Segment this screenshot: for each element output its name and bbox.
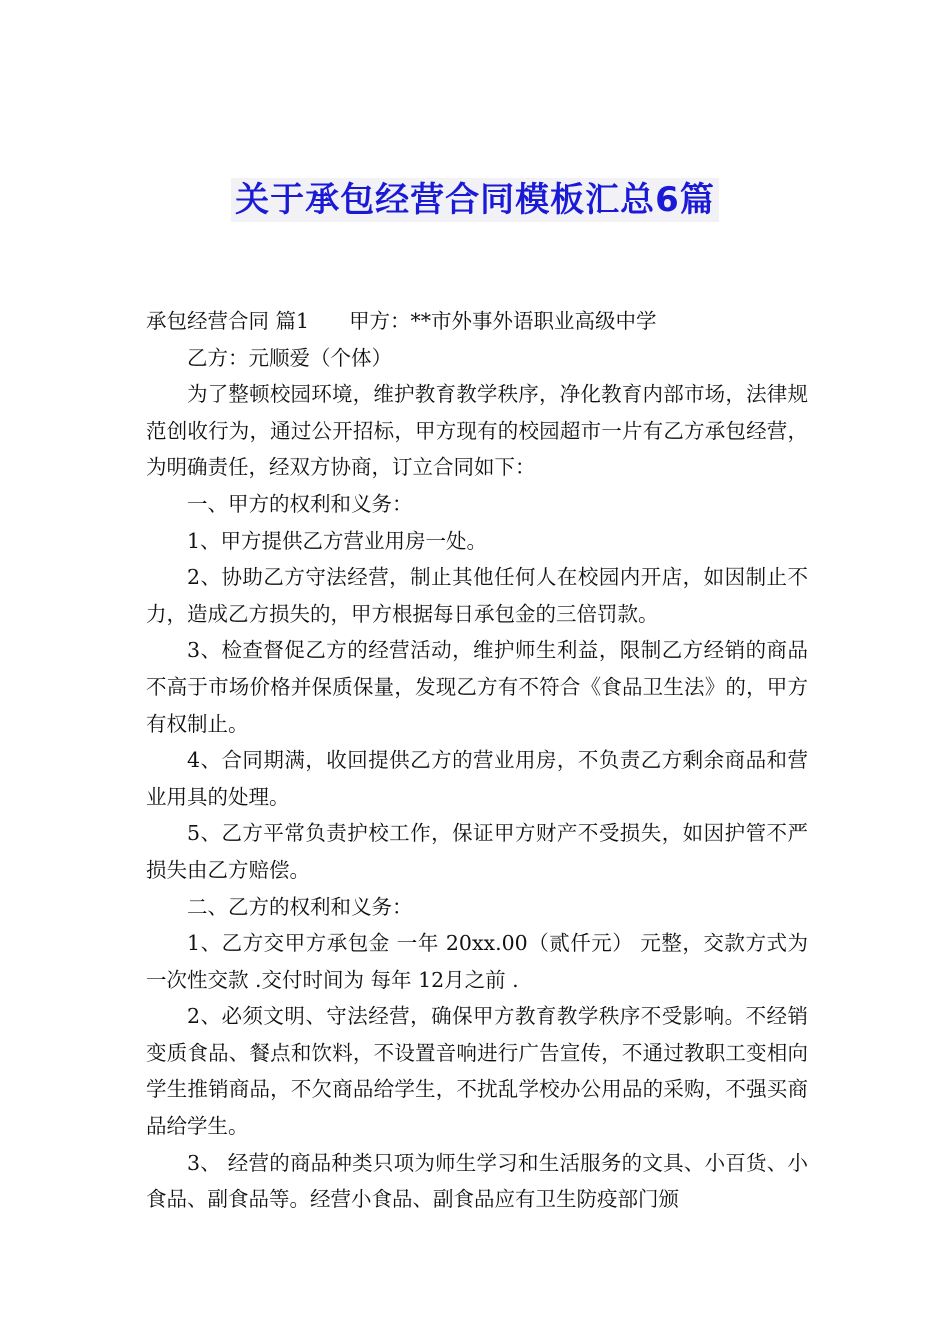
paragraph: 2、必须文明、守法经营，确保甲方教育教学秩序不受影响。不经销变质食品、餐点和饮料，不设置音响进行广告宣传，不通过教职工变相向学生推销商品，不欠商品给学生，不扰乱学校办公用品的采购，不强买商品给学生。 [146, 1004, 808, 1139]
paragraph: 为了整顿校园环境，维护教育教学秩序，净化教育内部市场，法律规范创收行为，通过公开招标，甲方现有的校园超市一片有乙方承包经营，为明确责任，经双方协商，订立合同如下： [146, 382, 808, 480]
paragraph-heading [146, 303, 808, 340]
contract-heading: 承包经营合同 篇1 [146, 309, 310, 333]
document-body [146, 303, 808, 1218]
paragraph: 3、检查督促乙方的经营活动，维护师生利益，限制乙方经销的商品不高于市场价格并保质保量，发现乙方有不符合《食品卫生法》的，甲方有权制止。 [146, 638, 808, 736]
paragraph: 4、合同期满，收回提供乙方的营业用房，不负责乙方剩余商品和营业用具的处理。 [146, 748, 808, 809]
paragraph: 3、 经营的商品种类只项为师生学习和生活服务的文具、小百货、小食品、副食品等。经营小食品、副食品应有卫生防疫部门颁 [146, 1150, 808, 1212]
paragraph: 一、甲方的权利和义务： [187, 491, 413, 516]
paragraph: 乙方：元顺爱（个体） [187, 345, 392, 370]
paragraph: 1、乙方交甲方承包金 一年 20xx.00（贰仟元） 元整，交款方式为 一次性交款 .交付时间为 每年 12月之前 . [146, 931, 808, 992]
title-container [0, 178, 950, 222]
party-a-text: 甲方：**市外事外语职业高级中学 [349, 309, 657, 333]
paragraph: 1、甲方提供乙方营业用房一处。 [187, 528, 488, 553]
document-title: 关于承包经营合同模板汇总6篇 [231, 178, 719, 222]
paragraph: 二、乙方的权利和义务： [187, 894, 413, 919]
paragraph: 5、乙方平常负责护校工作，保证甲方财产不受损失，如因护管不严损失由乙方赔偿。 [146, 821, 808, 882]
paragraph: 2、协助乙方守法经营，制止其他任何人在校园内开店，如因制止不力，造成乙方损失的，甲方根据每日承包金的三倍罚款。 [146, 565, 808, 626]
